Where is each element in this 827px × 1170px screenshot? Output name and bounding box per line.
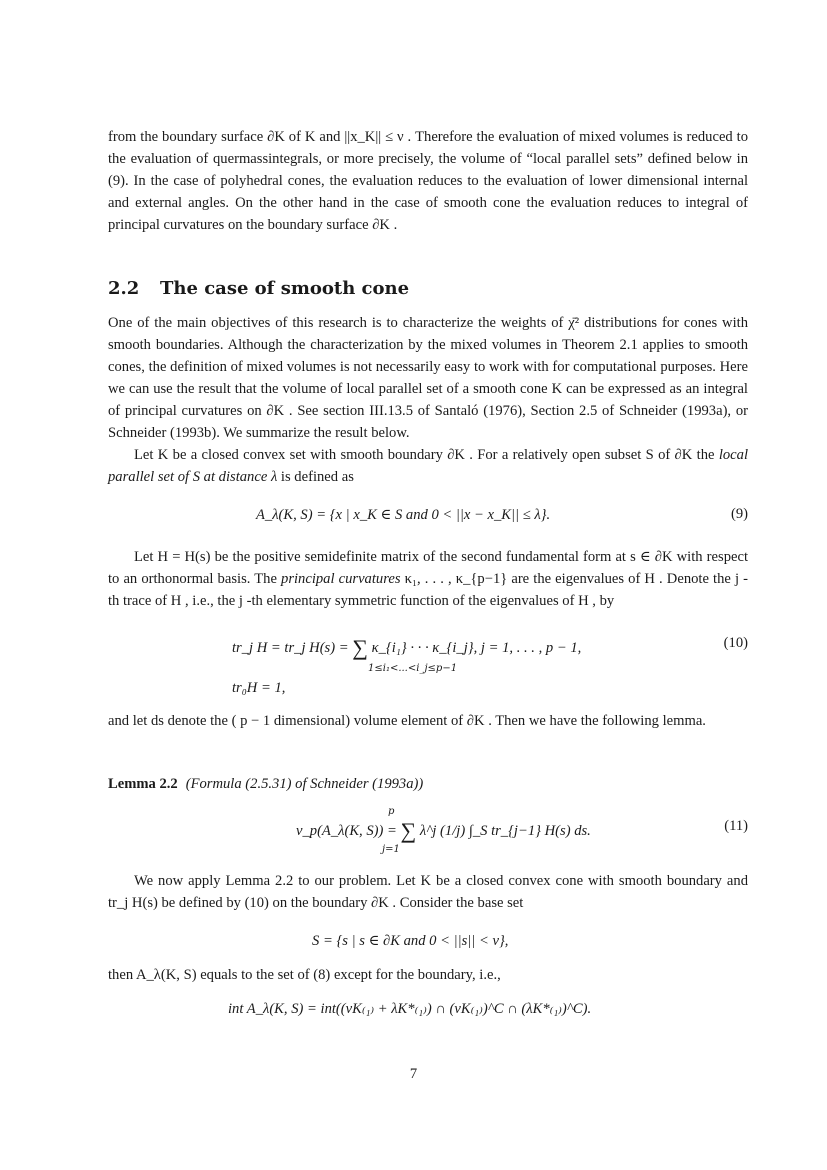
page-number: 7: [409, 1066, 418, 1082]
intro-paragraph: [108, 126, 748, 236]
equation-10-lhs: tr_j H = tr_j H(s) =: [232, 640, 349, 656]
sum-symbol-11: ∑: [400, 818, 417, 843]
equation-11-sum-upper: p: [388, 806, 395, 817]
equation-10-number: (10): [723, 635, 748, 651]
equation-11-lhs: v_p(A_λ(K, S)) =: [296, 823, 397, 839]
section-title: The case of smooth cone: [160, 278, 410, 299]
lemma-name: Lemma 2.2: [108, 776, 178, 792]
let-k-text-b: is defined as: [277, 469, 354, 485]
equation-9: A_λ(K, S) = {x | x_K ∈ S and 0 < ||x − x_K|| ≤ λ}.: [256, 507, 551, 523]
base-set-equation: S = {s | s ∈ ∂K and 0 < ||s|| < ν},: [312, 933, 509, 949]
principal-curvatures-term: principal curvatures: [281, 571, 401, 587]
let-h-text-a: Let H = H(s) be the positive semidefinite matrix of the second fundamental form at s ∈ ∂K with respect to an orthonormal basis. The: [108, 549, 748, 587]
then-paragraph: then A_λ(K, S) equals to the set of (8) except for the boundary, i.e.,: [108, 967, 501, 983]
equation-11: [296, 818, 591, 844]
let-h-text-b: κ₁, . . . , κ_{p−1} are the eigenvalues of H . Denote the j -th trace of H , i.e., the j -th elementary symmetric function of the eigenvalues of H , by: [108, 571, 748, 609]
let-h-paragraph: [108, 546, 748, 612]
objectives-block: [108, 312, 748, 488]
let-h-block: [108, 546, 748, 612]
let-k-paragraph: [108, 444, 748, 488]
ds-paragraph: and let ds denote the ( p − 1 dimensional) volume element of ∂K . Then we have the following lemma.: [108, 713, 706, 729]
equation-11-number: (11): [724, 818, 748, 834]
section-number: 2.2: [108, 278, 140, 299]
apply-paragraph: We now apply Lemma 2.2 to our problem. Let K be a closed convex cone with smooth boundary and tr_j H(s) be defined by (10) on the boundary ∂K . Consider the base set: [108, 873, 748, 911]
sum-symbol-10: ∑: [352, 635, 368, 660]
let-k-text-a: Let K be a closed convex set with smooth boundary ∂K . For a relatively open subset S of ∂K the: [134, 447, 719, 463]
equation-10-rhs: κ_{i₁} · · · κ_{i_j}, j = 1, . . . , p − 1,: [371, 640, 582, 656]
local-parallel-set-term: local parallel set of S at distance λ: [108, 447, 748, 485]
equation-10: [232, 635, 581, 661]
ds-block: [108, 710, 748, 732]
equation-10-second-line: tr₀H = 1,: [232, 680, 286, 696]
equation-11-rhs: λ^j (1/j) ∫_S tr_{j−1} H(s) ds.: [419, 823, 591, 839]
then-block: [108, 964, 748, 986]
equation-11-sum-lower: j=1: [382, 844, 400, 855]
lemma-source: (Formula (2.5.31) of Schneider (1993a)): [185, 776, 424, 792]
objectives-paragraph: One of the main objectives of this research is to characterize the weights of χ̄² distributions for cones with smooth boundaries. Although the characterization by the mixed volumes in Theorem 2.1 applies to smooth cones, the definition of mixed volumes is not necessarily easy to work with for computational purposes. Here we can use the result that the volume of local parallel set of a smooth cone K can be expressed as an integral of principal curvatures on ∂K . See section III.13.5 of Santaló (1976), Section 2.5 of Schneider (1993a), or Schneider (1993b). We summarize the result below.: [108, 315, 748, 441]
section-heading: [108, 278, 748, 299]
interior-equation: int A_λ(K, S) = int((νK₍₁₎ + λK*₍₁₎) ∩ (νK₍₁₎)^C ∩ (λK*₍₁₎)^C).: [228, 1001, 592, 1017]
apply-block: [108, 870, 748, 914]
intro-text: from the boundary surface ∂K of K and ||x_K|| ≤ ν . Therefore the evaluation of mixed volumes is reduced to the evaluation of quermassintegrals, or more precisely, the volume of “local parallel sets” defined below in (9). In the case of polyhedral cones, the evaluation reduces to the evaluation of lower dimensional internal and external angles. On the other hand in the case of smooth cone the evaluation reduces to integral of principal curvatures on the boundary surface ∂K .: [108, 129, 748, 233]
lemma-statement: [108, 776, 423, 793]
equation-9-number: (9): [730, 506, 748, 522]
equation-10-sum-index: 1≤i₁<...<i_j≤p−1: [368, 663, 458, 674]
